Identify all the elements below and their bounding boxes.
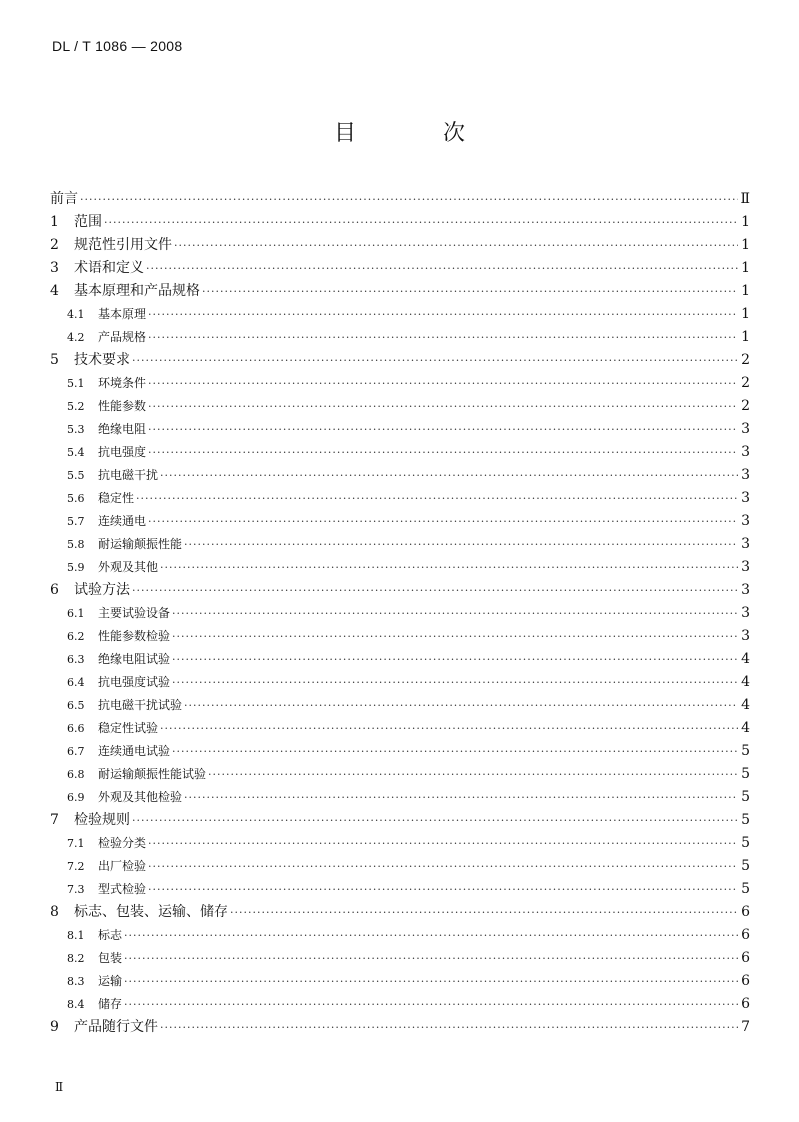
toc-entry[interactable] bbox=[50, 947, 750, 970]
toc-entry-title: 性能参数检验 bbox=[98, 629, 171, 643]
toc-entry-number: 6.7 bbox=[67, 745, 85, 758]
toc-entry-title: 试验方法 bbox=[74, 582, 130, 598]
toc-leader-dots bbox=[172, 648, 738, 671]
toc-leader-dots bbox=[160, 1016, 738, 1039]
toc-leader-dots bbox=[132, 349, 738, 372]
toc-leader-dots bbox=[160, 717, 738, 740]
toc-entry-page: 3 bbox=[741, 628, 750, 644]
toc-entry[interactable] bbox=[50, 763, 750, 786]
toc-entry-number: 9 bbox=[50, 1019, 59, 1035]
toc-entry[interactable] bbox=[50, 671, 750, 694]
toc-entry[interactable] bbox=[50, 993, 750, 1016]
toc-leader-dots bbox=[184, 533, 738, 556]
toc-leader-dots bbox=[160, 556, 738, 579]
toc-entry-page: 5 bbox=[741, 789, 750, 805]
toc-entry[interactable] bbox=[50, 487, 750, 510]
toc-entry-title: 连续通电试验 bbox=[98, 744, 171, 758]
toc-entry-number: 5.6 bbox=[67, 492, 85, 505]
toc-entry-page: 5 bbox=[741, 881, 750, 897]
toc-entry-page: Ⅱ bbox=[740, 191, 750, 207]
page-title: 目 次 bbox=[334, 121, 505, 146]
toc-entry-number: 5.8 bbox=[67, 538, 85, 551]
toc-entry[interactable] bbox=[50, 372, 750, 395]
toc-entry-page: 4 bbox=[741, 674, 750, 690]
toc-leader-dots bbox=[202, 280, 738, 303]
toc-entry-number: 4.2 bbox=[67, 331, 85, 344]
toc-leader-dots bbox=[148, 510, 738, 533]
toc-entry[interactable] bbox=[50, 786, 750, 809]
toc-entry[interactable] bbox=[50, 234, 750, 257]
toc-entry[interactable] bbox=[50, 717, 750, 740]
toc-entry-title: 技术要求 bbox=[74, 352, 130, 368]
toc-entry-title: 范围 bbox=[74, 214, 102, 230]
toc-entry-title: 储存 bbox=[98, 997, 123, 1011]
toc-entry[interactable] bbox=[50, 694, 750, 717]
toc-entry-title: 环境条件 bbox=[98, 376, 147, 390]
toc-leader-dots bbox=[148, 418, 738, 441]
toc-entry[interactable] bbox=[50, 188, 750, 211]
toc-entry-number: 6 bbox=[50, 582, 59, 598]
toc-entry-page: 4 bbox=[741, 697, 750, 713]
toc-leader-dots bbox=[132, 579, 738, 602]
toc-entry-number: 6.8 bbox=[67, 768, 85, 781]
toc-entry-title: 术语和定义 bbox=[74, 260, 144, 276]
toc-leader-dots bbox=[124, 947, 738, 970]
toc-entry-page: 1 bbox=[741, 283, 750, 299]
toc-entry-number: 5.2 bbox=[67, 400, 85, 413]
toc-entry-title: 绝缘电阻试验 bbox=[98, 652, 171, 666]
toc-entry-title: 标志 bbox=[98, 928, 123, 942]
toc-entry[interactable] bbox=[50, 809, 750, 832]
toc-entry-number: 6.9 bbox=[67, 791, 85, 804]
toc-entry-page: 3 bbox=[741, 605, 750, 621]
toc-entry-page: 1 bbox=[741, 237, 750, 253]
toc-entry-title: 包装 bbox=[98, 951, 123, 965]
toc-entry-number: 6.2 bbox=[67, 630, 85, 643]
toc-leader-dots bbox=[148, 395, 738, 418]
toc-entry-page: 1 bbox=[741, 306, 750, 322]
toc-entry-page: 1 bbox=[741, 214, 750, 230]
toc-leader-dots bbox=[208, 763, 738, 786]
toc-leader-dots bbox=[172, 625, 738, 648]
toc-entry-title: 基本原理和产品规格 bbox=[74, 283, 200, 299]
toc-entry-page: 6 bbox=[741, 927, 750, 943]
toc-entry[interactable] bbox=[50, 303, 750, 326]
toc-entry[interactable] bbox=[50, 855, 750, 878]
toc-entry-page: 3 bbox=[741, 582, 750, 598]
toc-entry-number: 8.3 bbox=[67, 975, 85, 988]
toc-entry-title: 规范性引用文件 bbox=[74, 237, 172, 253]
toc-entry-number: 5.4 bbox=[67, 446, 85, 459]
toc-entry-title: 绝缘电阻 bbox=[98, 422, 147, 436]
toc-entry-page: 2 bbox=[741, 398, 750, 414]
toc-entry-title: 运输 bbox=[98, 974, 123, 988]
toc-leader-dots bbox=[172, 671, 738, 694]
toc-entry-page: 1 bbox=[741, 260, 750, 276]
toc-leader-dots bbox=[104, 211, 738, 234]
toc-entry-page: 6 bbox=[741, 996, 750, 1012]
toc-entry-title: 外观及其他检验 bbox=[98, 790, 183, 804]
toc-entry[interactable] bbox=[50, 211, 750, 234]
toc-entry-title: 前言 bbox=[50, 191, 78, 207]
toc-leader-dots bbox=[148, 832, 738, 855]
toc-leader-dots bbox=[172, 602, 738, 625]
toc-entry-title: 产品随行文件 bbox=[74, 1019, 158, 1035]
toc-entry-title: 主要试验设备 bbox=[98, 606, 171, 620]
toc-entry-page: 3 bbox=[741, 536, 750, 552]
toc-entry-number: 5.1 bbox=[67, 377, 85, 390]
toc-entry-number: 5.9 bbox=[67, 561, 85, 574]
toc-entry-number: 3 bbox=[50, 260, 59, 276]
toc-entry[interactable] bbox=[50, 970, 750, 993]
toc-entry-page: 2 bbox=[741, 352, 750, 368]
toc-entry-number: 6.5 bbox=[67, 699, 85, 712]
toc-entry-title: 耐运输颠振性能 bbox=[98, 537, 183, 551]
toc-entry-number: 5.5 bbox=[67, 469, 85, 482]
toc-entry[interactable] bbox=[50, 579, 750, 602]
toc-entry-page: 6 bbox=[741, 904, 750, 920]
toc-entry[interactable] bbox=[50, 257, 750, 280]
toc-leader-dots bbox=[148, 372, 738, 395]
toc-entry-number: 5.3 bbox=[67, 423, 85, 436]
table-of-contents bbox=[50, 188, 750, 1039]
toc-entry-number: 7.2 bbox=[67, 860, 85, 873]
toc-leader-dots bbox=[146, 257, 738, 280]
toc-entry-number: 8 bbox=[50, 904, 59, 920]
toc-entry-page: 3 bbox=[741, 467, 750, 483]
toc-entry[interactable] bbox=[50, 510, 750, 533]
toc-entry-page: 6 bbox=[741, 950, 750, 966]
toc-entry-page: 5 bbox=[741, 743, 750, 759]
toc-entry-page: 4 bbox=[741, 651, 750, 667]
toc-entry[interactable] bbox=[50, 533, 750, 556]
toc-entry-page: 5 bbox=[741, 858, 750, 874]
toc-leader-dots bbox=[124, 970, 738, 993]
toc-entry-title: 稳定性试验 bbox=[98, 721, 159, 735]
toc-entry-number: 4 bbox=[50, 283, 59, 299]
toc-entry-number: 4.1 bbox=[67, 308, 85, 321]
toc-entry-title: 耐运输颠振性能试验 bbox=[98, 767, 207, 781]
toc-entry[interactable] bbox=[50, 556, 750, 579]
toc-leader-dots bbox=[148, 878, 738, 901]
page-number-footer: Ⅱ bbox=[55, 1080, 64, 1094]
toc-entry-title: 外观及其他 bbox=[98, 560, 159, 574]
toc-leader-dots bbox=[174, 234, 738, 257]
toc-entry-title: 检验分类 bbox=[98, 836, 147, 850]
toc-entry[interactable] bbox=[50, 280, 750, 303]
toc-entry[interactable] bbox=[50, 326, 750, 349]
toc-leader-dots bbox=[184, 786, 738, 809]
toc-entry-number: 6.1 bbox=[67, 607, 85, 620]
toc-entry-page: 3 bbox=[741, 559, 750, 575]
toc-entry-number: 7.3 bbox=[67, 883, 85, 896]
toc-entry-page: 3 bbox=[741, 490, 750, 506]
toc-leader-dots bbox=[148, 441, 738, 464]
toc-entry-title: 抗电磁干扰 bbox=[98, 468, 159, 482]
toc-entry-number: 8.4 bbox=[67, 998, 85, 1011]
toc-entry-title: 抗电强度试验 bbox=[98, 675, 171, 689]
toc-entry-number: 1 bbox=[50, 214, 59, 230]
toc-entry-title: 抗电强度 bbox=[98, 445, 147, 459]
toc-entry-title: 抗电磁干扰试验 bbox=[98, 698, 183, 712]
toc-entry[interactable] bbox=[50, 441, 750, 464]
toc-entry-title: 产品规格 bbox=[98, 330, 147, 344]
toc-entry-number: 8.2 bbox=[67, 952, 85, 965]
toc-entry-page: 7 bbox=[741, 1019, 750, 1035]
toc-entry[interactable] bbox=[50, 625, 750, 648]
toc-entry-number: 6.3 bbox=[67, 653, 85, 666]
toc-entry-number: 7 bbox=[50, 812, 59, 828]
toc-entry[interactable] bbox=[50, 418, 750, 441]
toc-leader-dots bbox=[184, 694, 738, 717]
toc-entry-title: 基本原理 bbox=[98, 307, 147, 321]
toc-leader-dots bbox=[132, 809, 738, 832]
toc-entry-page: 1 bbox=[741, 329, 750, 345]
toc-entry-title: 出厂检验 bbox=[98, 859, 147, 873]
toc-entry-page: 3 bbox=[741, 421, 750, 437]
toc-leader-dots bbox=[80, 188, 738, 211]
toc-leader-dots bbox=[124, 924, 738, 947]
toc-leader-dots bbox=[148, 303, 738, 326]
toc-entry-number: 5.7 bbox=[67, 515, 85, 528]
toc-entry-number: 5 bbox=[50, 352, 59, 368]
toc-entry[interactable] bbox=[50, 648, 750, 671]
toc-leader-dots bbox=[172, 740, 738, 763]
toc-leader-dots bbox=[136, 487, 738, 510]
toc-leader-dots bbox=[160, 464, 738, 487]
toc-entry-title: 稳定性 bbox=[98, 491, 135, 505]
toc-entry-number: 2 bbox=[50, 237, 59, 253]
toc-entry-page: 3 bbox=[741, 444, 750, 460]
toc-entry-page: 3 bbox=[741, 513, 750, 529]
toc-leader-dots bbox=[148, 855, 738, 878]
toc-entry[interactable] bbox=[50, 740, 750, 763]
toc-entry[interactable] bbox=[50, 602, 750, 625]
toc-entry[interactable] bbox=[50, 464, 750, 487]
toc-entry-title: 连续通电 bbox=[98, 514, 147, 528]
toc-entry[interactable] bbox=[50, 924, 750, 947]
toc-entry-page: 5 bbox=[741, 766, 750, 782]
toc-entry-page: 4 bbox=[741, 720, 750, 736]
toc-entry[interactable] bbox=[50, 1016, 750, 1039]
toc-entry-title: 标志、包装、运输、储存 bbox=[74, 904, 228, 920]
toc-entry[interactable] bbox=[50, 349, 750, 372]
document-code-header: DL / T 1086 — 2008 bbox=[52, 38, 183, 54]
toc-entry-number: 6.4 bbox=[67, 676, 85, 689]
toc-leader-dots bbox=[148, 326, 738, 349]
toc-entry-number: 7.1 bbox=[67, 837, 85, 850]
toc-entry[interactable] bbox=[50, 832, 750, 855]
toc-leader-dots bbox=[124, 993, 738, 1016]
toc-entry-title: 型式检验 bbox=[98, 882, 147, 896]
toc-entry-page: 5 bbox=[741, 812, 750, 828]
toc-entry[interactable] bbox=[50, 395, 750, 418]
toc-entry-number: 8.1 bbox=[67, 929, 85, 942]
toc-entry-title: 检验规则 bbox=[74, 812, 130, 828]
toc-entry-page: 2 bbox=[741, 375, 750, 391]
toc-entry-title: 性能参数 bbox=[98, 399, 147, 413]
toc-entry-page: 6 bbox=[741, 973, 750, 989]
toc-entry-number: 6.6 bbox=[67, 722, 85, 735]
toc-entry[interactable] bbox=[50, 878, 750, 901]
toc-entry-page: 5 bbox=[741, 835, 750, 851]
toc-leader-dots bbox=[230, 901, 738, 924]
toc-entry[interactable] bbox=[50, 901, 750, 924]
